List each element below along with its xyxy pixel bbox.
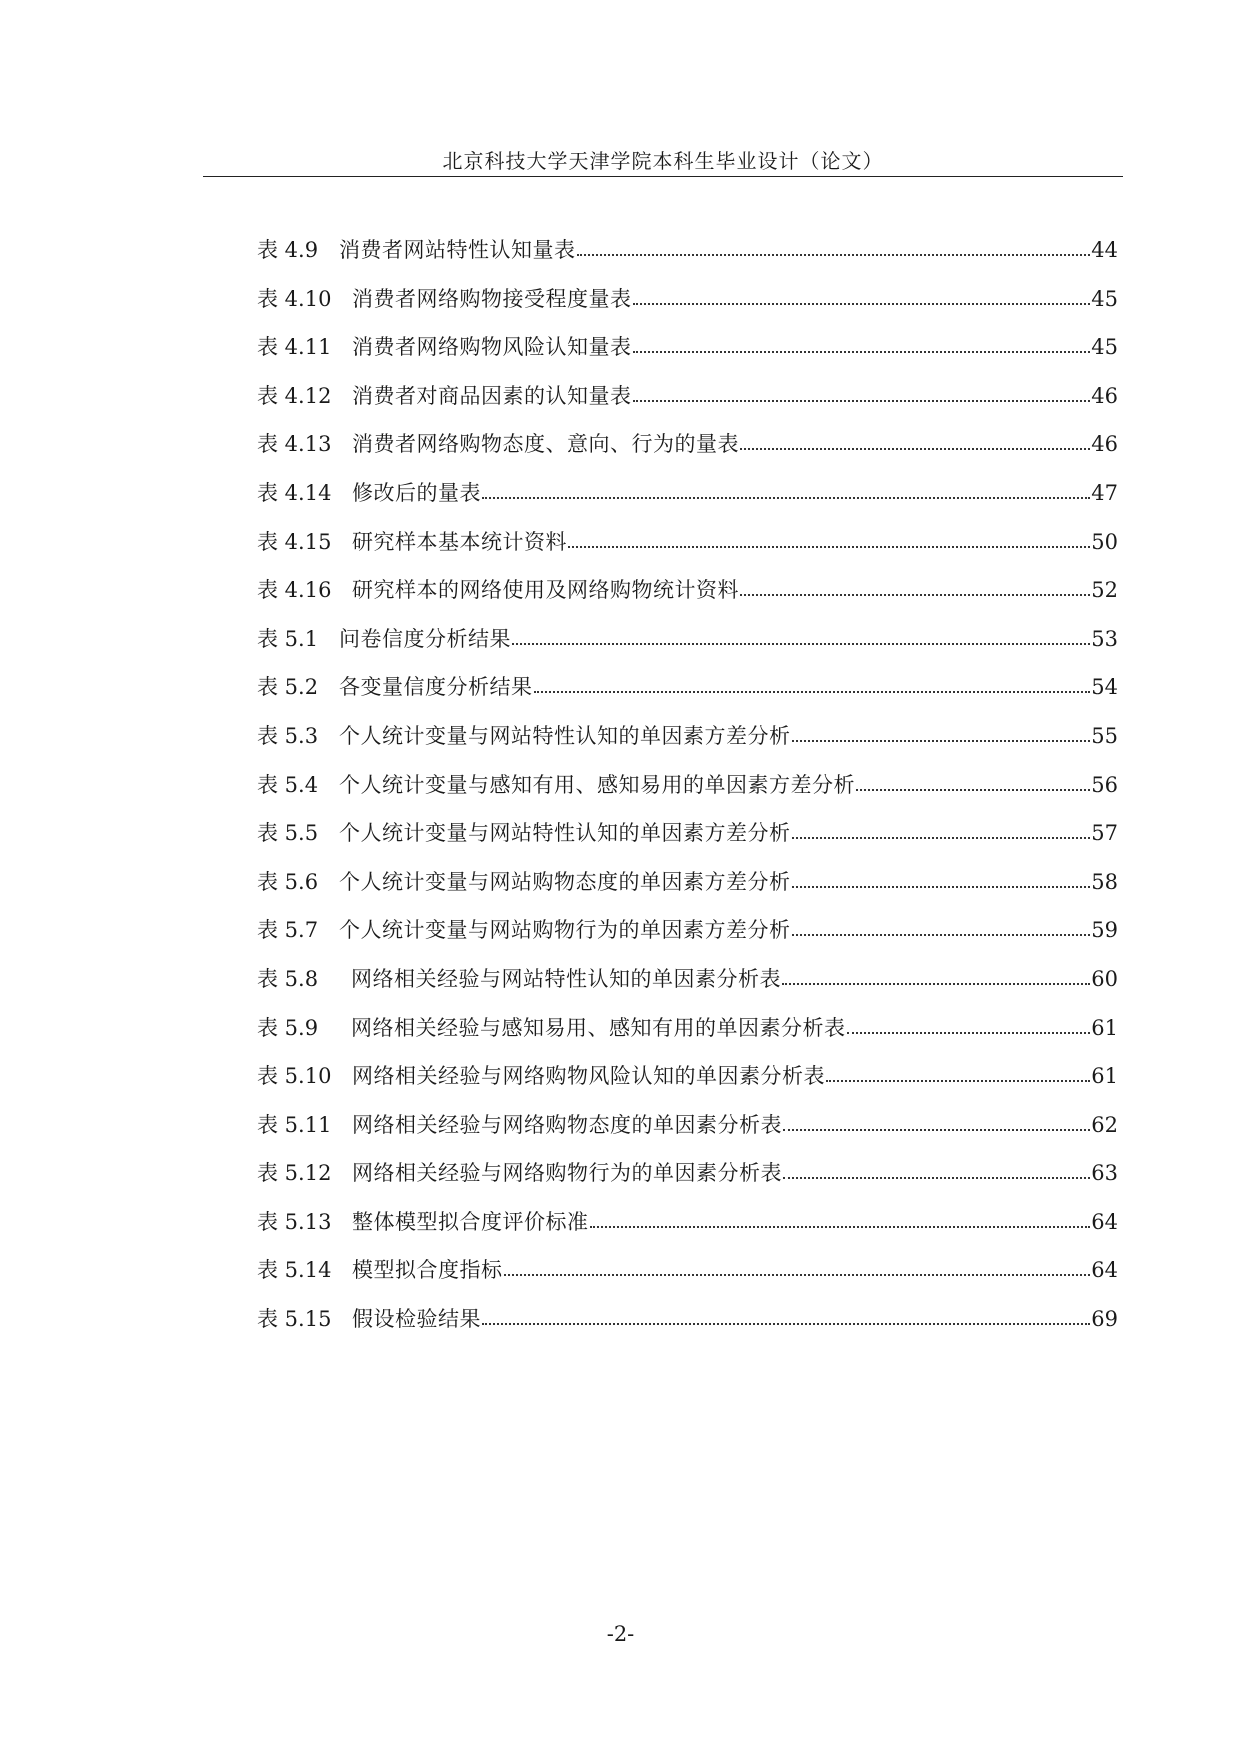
dot-leader <box>590 1209 1091 1229</box>
toc-entry-number: 表 4.11 <box>257 335 332 360</box>
dot-leader <box>534 674 1091 694</box>
toc-entry-title: 研究样本的网络使用及网络购物统计资料 <box>352 578 739 603</box>
toc-entry[interactable] <box>257 576 1118 625</box>
toc-entry-number: 表 5.2 <box>257 675 319 700</box>
header-rule <box>203 176 1123 177</box>
toc-entry-number: 表 5.10 <box>257 1064 332 1089</box>
dot-leader <box>792 917 1091 937</box>
toc-entry-number: 表 5.5 <box>257 821 319 846</box>
toc-entry-title: 消费者网络购物风险认知量表 <box>352 335 632 360</box>
toc-entry-title: 消费者对商品因素的认知量表 <box>352 383 632 408</box>
toc-entry-title: 模型拟合度指标 <box>352 1258 503 1283</box>
toc-entry-title: 个人统计变量与网站特性认知的单因素方差分析 <box>339 821 791 846</box>
dot-leader <box>783 1160 1090 1180</box>
toc-entry[interactable] <box>257 285 1118 334</box>
toc-entry-number: 表 4.15 <box>257 529 332 554</box>
toc-entry[interactable] <box>257 236 1118 285</box>
toc-entry-title: 个人统计变量与感知有用、感知易用的单因素方差分析 <box>339 772 855 797</box>
page-number: -2- <box>606 1622 635 1646</box>
toc-entry-title: 假设检验结果 <box>352 1307 481 1332</box>
toc-entry[interactable] <box>257 722 1118 771</box>
toc-entry-title: 网络相关经验与网站特性认知的单因素分析表 <box>351 966 781 991</box>
toc-entry-number: 表 5.4 <box>257 772 319 797</box>
toc-entry-title: 个人统计变量与网站购物行为的单因素方差分析 <box>339 918 791 943</box>
toc-entry-title: 消费者网络购物态度、意向、行为的量表 <box>352 432 739 457</box>
dot-leader <box>633 286 1091 306</box>
toc-entry[interactable] <box>257 1062 1118 1111</box>
toc-entry-number: 表 5.14 <box>257 1258 332 1283</box>
toc-entry-title: 网络相关经验与网络购物风险认知的单因素分析表 <box>352 1064 825 1089</box>
toc-entry-page: 61 <box>1091 1064 1118 1089</box>
toc-entry-title: 研究样本基本统计资料 <box>352 529 567 554</box>
toc-entry[interactable] <box>257 528 1118 577</box>
toc-entry-number: 表 5.7 <box>257 918 319 943</box>
toc-entry[interactable] <box>257 1256 1118 1305</box>
toc-entry-title: 网络相关经验与感知易用、感知有用的单因素分析表 <box>351 1015 846 1040</box>
toc-entry-page: 59 <box>1091 918 1118 943</box>
toc-entry-number: 表 5.15 <box>257 1307 332 1332</box>
toc-entry-title: 修改后的量表 <box>352 480 481 505</box>
toc-entry-number: 表 4.16 <box>257 578 332 603</box>
dot-leader <box>740 577 1090 597</box>
dot-leader <box>504 1257 1091 1277</box>
toc-entry[interactable] <box>257 333 1118 382</box>
dot-leader <box>482 1306 1090 1326</box>
toc-entry-title: 个人统计变量与网站特性认知的单因素方差分析 <box>339 723 791 748</box>
toc-entry-number: 表 5.11 <box>257 1112 332 1137</box>
toc-entry-title: 个人统计变量与网站购物态度的单因素方差分析 <box>339 869 791 894</box>
toc-entry-page: 50 <box>1091 529 1118 554</box>
toc-entry[interactable] <box>257 673 1118 722</box>
toc-entry-number: 表 5.8 <box>257 966 319 991</box>
toc-entry-page: 52 <box>1091 578 1118 603</box>
toc-entry-page: 47 <box>1091 480 1118 505</box>
dot-leader <box>740 431 1090 451</box>
toc-entry-number: 表 4.13 <box>257 432 332 457</box>
toc-entry-title: 各变量信度分析结果 <box>339 675 533 700</box>
dot-leader <box>792 869 1091 889</box>
dot-leader <box>856 772 1090 792</box>
toc-entry-page: 61 <box>1091 1015 1118 1040</box>
toc-entry-page: 60 <box>1091 966 1118 991</box>
toc-entry-page: 46 <box>1091 383 1118 408</box>
dot-leader <box>782 966 1090 986</box>
toc-entry-page: 62 <box>1091 1112 1118 1137</box>
toc-entry-page: 64 <box>1091 1258 1118 1283</box>
toc-entry-number: 表 4.10 <box>257 286 332 311</box>
toc-entry-page: 45 <box>1091 286 1118 311</box>
toc-entry[interactable] <box>257 868 1118 917</box>
toc-entry-page: 69 <box>1091 1307 1118 1332</box>
toc-entry-page: 55 <box>1091 723 1118 748</box>
toc-entry[interactable] <box>257 1111 1118 1160</box>
toc-entry[interactable] <box>257 625 1118 674</box>
toc-entry-number: 表 5.1 <box>257 626 319 651</box>
toc-entry[interactable] <box>257 771 1118 820</box>
toc-entry-number: 表 4.12 <box>257 383 332 408</box>
toc-entry-title: 消费者网络购物接受程度量表 <box>352 286 632 311</box>
toc-entry[interactable] <box>257 382 1118 431</box>
dot-leader <box>577 237 1091 257</box>
toc-entry[interactable] <box>257 479 1118 528</box>
dot-leader <box>847 1015 1091 1035</box>
toc-entry-page: 54 <box>1091 675 1118 700</box>
toc-entry[interactable] <box>257 965 1118 1014</box>
toc-entry-number: 表 4.14 <box>257 480 332 505</box>
toc-entry-title: 整体模型拟合度评价标准 <box>352 1209 589 1234</box>
toc-entry-number: 表 5.3 <box>257 723 319 748</box>
toc-entry[interactable] <box>257 1208 1118 1257</box>
toc-entry-title: 消费者网站特性认知量表 <box>339 238 576 262</box>
toc-entry-number: 表 4.9 <box>257 238 319 262</box>
dot-leader <box>633 334 1091 354</box>
list-of-tables <box>257 236 1118 1354</box>
toc-entry-number: 表 5.12 <box>257 1161 332 1186</box>
toc-entry-page: 56 <box>1091 772 1118 797</box>
toc-entry-title: 网络相关经验与网络购物态度的单因素分析表 <box>352 1112 782 1137</box>
dot-leader <box>633 383 1091 403</box>
toc-entry-page: 58 <box>1091 869 1118 894</box>
dot-leader <box>482 480 1090 500</box>
toc-entry[interactable] <box>257 1159 1118 1208</box>
toc-entry[interactable] <box>257 819 1118 868</box>
running-header: 北京科技大学天津学院本科生毕业设计（论文） <box>442 149 884 173</box>
dot-leader <box>792 723 1091 743</box>
toc-entry[interactable] <box>257 1014 1118 1063</box>
toc-entry-number: 表 5.9 <box>257 1015 319 1040</box>
dot-leader <box>568 529 1090 549</box>
toc-entry-page: 46 <box>1091 432 1118 457</box>
dot-leader <box>783 1112 1090 1132</box>
toc-entry-page: 57 <box>1091 821 1118 846</box>
dot-leader <box>792 820 1091 840</box>
toc-entry-page: 64 <box>1091 1209 1118 1234</box>
toc-entry-title: 问卷信度分析结果 <box>339 626 511 651</box>
toc-entry-title: 网络相关经验与网络购物行为的单因素分析表 <box>352 1161 782 1186</box>
toc-entry-page: 63 <box>1091 1161 1118 1186</box>
toc-entry-page: 53 <box>1091 626 1118 651</box>
toc-entry[interactable] <box>257 1305 1118 1354</box>
dot-leader <box>826 1063 1090 1083</box>
toc-entry-page: 45 <box>1091 335 1118 360</box>
dot-leader <box>512 626 1090 646</box>
toc-entry[interactable] <box>257 430 1118 479</box>
toc-entry-number: 表 5.6 <box>257 869 319 894</box>
toc-entry-number: 表 5.13 <box>257 1209 332 1234</box>
toc-entry-page: 44 <box>1091 238 1118 262</box>
toc-entry[interactable] <box>257 916 1118 965</box>
